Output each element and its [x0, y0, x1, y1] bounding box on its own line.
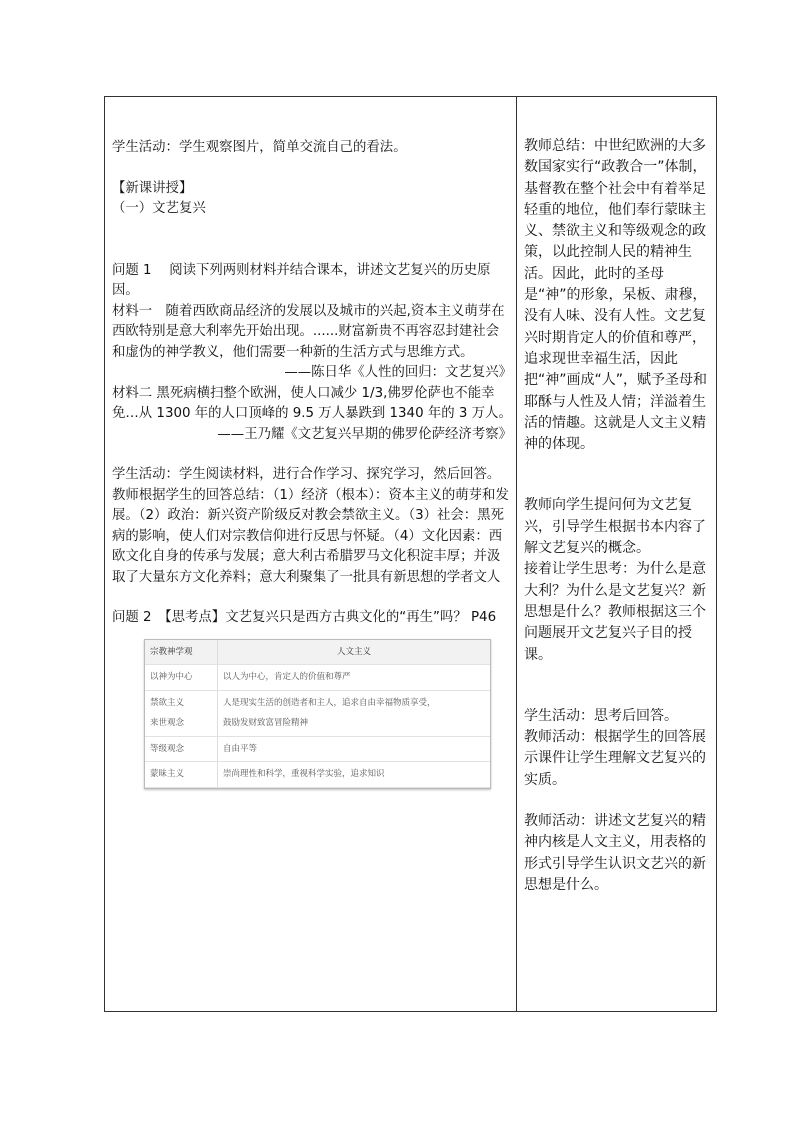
teacher-summary: 教师根据学生的回答总结：（1）经济（根本）：资本主义的萌芽和发展。（2）政治：新兴资产阶级反对教会禁欲主义。（3）社会：黑死病的影响，使人们对宗教信仰进行反思与怀疑。（4）文化因素：西欧文化自身的传承与发展；意大利古希腊罗马文化积淀丰厚；并汲取了大量东方文化养料；意大利聚集了一批具有新思想的学者文人 [112, 487, 509, 585]
table-header-religious: 宗教神学观 [145, 640, 218, 665]
student-activity-2: 学生活动：学生阅读材料，进行合作学习、探究学习，然后回答。 [112, 467, 501, 482]
teacher-prompt: 接着让学生思考：为什么是意大利？为什么是文艺复兴？新思想是什么？教师根据这三个问题展开文艺复兴子目的授课。 [524, 561, 706, 663]
table-header-humanism: 人文主义 [218, 640, 491, 665]
teacher-activity-2: 教师活动：讲述文艺复兴的精神内核是人文主义，用表格的形式引导学生认识文艺兴的新思想是什么。 [524, 813, 706, 893]
table-row: 以神为中心 以人为中心，肯定人的价值和尊严 [145, 665, 490, 691]
teacher-summary-right: 教师总结：中世纪欧洲的大多数国家实行“政教合一”体制，基督教在整个社会中有着举足轻重的地位，他们奉行蒙昧主义、禁欲主义和等级观念的政策，以此控制人民的精神生活。因此，此时的圣母是“神”的形象，呆板、肃穆，没有人味、没有人性。文艺复兴时期肯定人的价值和尊严，追求现世幸福生活，因此把“神”画成“人”，赋予圣母和耶酥与人性及人情；洋溢着生活的情趣。这就是人文主义精神的体现。 [524, 138, 708, 453]
table-row: 禁欲主义 来世观念 人是现实生活的创造者和主人，追求自由幸福物质享受， 鼓励发财致富冒险精神 [145, 690, 490, 736]
teacher-question: 教师向学生提问何为文艺复兴，引导学生根据书本内容了解文艺复兴的概念。 [524, 497, 706, 557]
subsection-title: （一）文艺复兴 [112, 201, 206, 216]
material-2: 材料二 黑死病横扫整个欧洲，使人口减少 1/3,佛罗伦萨也不能幸免…从 1300 年的人口顶峰的 9.5 万人暴跌到 1340 年的 3 万人。 [112, 385, 512, 421]
section-title: 【新课讲授】 [112, 180, 193, 196]
student-activity-right: 学生活动：思考后回答。 [524, 707, 678, 724]
comparison-table-image [144, 639, 491, 789]
material-1: 材料一 随着西欧商品经济的发展以及城市的兴起,资本主义萌芽在西欧特别是意大利率先开始出现。......财富新贵不再容忍封建社会和虚伪的神学教义，他们需要一种新的生活方式与思维方式。 [112, 303, 505, 360]
column-divider [516, 96, 517, 1012]
material-2-source: ——王乃耀《文艺复兴早期的佛罗伦萨经济考察》 [217, 426, 512, 442]
material-1-source: ——陈日华《人性的回归：文艺复兴》 [284, 365, 512, 380]
left-column [112, 138, 512, 789]
right-column [524, 136, 714, 896]
table-row: 蒙昧主义 崇尚理性和科学，重视科学实验，追求知识 [145, 762, 490, 788]
table-row: 等级观念 自由平等 [145, 736, 490, 762]
student-activity-1: 学生活动：学生观察图片，简单交流自己的看法。 [112, 140, 407, 155]
teacher-activity-1: 教师活动：根据学生的回答展示课件让学生理解文艺复兴的实质。 [524, 729, 706, 788]
question-1: 问题 1 阅读下列两则材料并结合课本，讲述文艺复兴的历史原因。 [112, 262, 491, 298]
question-2: 问题 2 【思考点】文艺复兴只是西方古典文化的“再生”吗？ P46 [112, 610, 497, 625]
